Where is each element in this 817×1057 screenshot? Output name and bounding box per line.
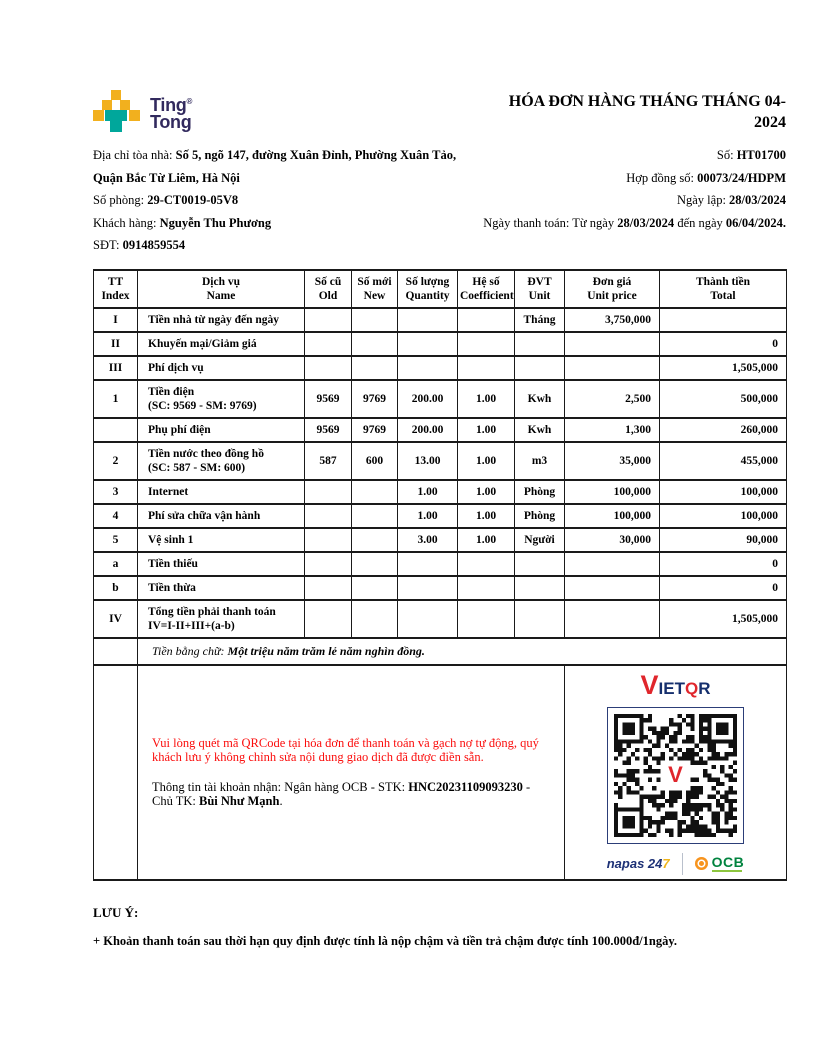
cell-unit: Kwh [515, 418, 565, 442]
cell-qty: 1.00 [398, 504, 458, 528]
cell-old [305, 528, 352, 552]
payment-logos [565, 853, 786, 875]
cell-qty [398, 308, 458, 332]
cell-name: Phụ phí điện [138, 418, 305, 442]
table-row [94, 442, 787, 480]
table-row [94, 552, 787, 576]
cell-qty: 200.00 [398, 418, 458, 442]
brand-line2: Tong [150, 112, 192, 132]
cell-unit: Phòng [515, 480, 565, 504]
cell-unit: Kwh [515, 380, 565, 418]
cell-total: 500,000 [660, 380, 787, 418]
table-row [94, 308, 787, 332]
invoice-number: Số: HT01700 [716, 148, 786, 162]
cell-price [565, 576, 660, 600]
footer-notes [93, 905, 786, 949]
logo-divider [682, 853, 683, 875]
cell-unit: Người [515, 528, 565, 552]
cell-new: 9769 [352, 380, 398, 418]
cell-new: 600 [352, 442, 398, 480]
cell-total [660, 308, 787, 332]
cell-qty: 1.00 [398, 480, 458, 504]
room-number: Số phòng: 29-CT0019-05V8 [93, 193, 239, 207]
cell-total: 0 [660, 552, 787, 576]
header [93, 90, 786, 133]
napas-247-logo: napas 247 [606, 855, 670, 871]
late-payment-note: + Khoản thanh toán sau thời hạn quy định được tính là nộp chậm và tiền trả chậm được tính 100.000đ/1ngày. [93, 933, 678, 948]
cell-name: Tiền thừa [138, 576, 305, 600]
customer-name: Khách hàng: Nguyễn Thu Phương [93, 215, 272, 230]
cell-coef: 1.00 [458, 442, 515, 480]
cell-coef [458, 600, 515, 638]
info-section [93, 144, 786, 257]
cell-name: Vệ sinh 1 [138, 528, 305, 552]
cell-new [352, 552, 398, 576]
cell-total: 1,505,000 [660, 600, 787, 638]
cell-price: 1,300 [565, 418, 660, 442]
cell-total: 0 [660, 576, 787, 600]
cell-new [352, 504, 398, 528]
cell-coef [458, 332, 515, 356]
cell-name: Tiền nhà từ ngày đến ngày [138, 308, 305, 332]
table-row [94, 600, 787, 638]
cell-new: 9769 [352, 418, 398, 442]
cell-new [352, 480, 398, 504]
cell-new [352, 356, 398, 380]
table-row [94, 356, 787, 380]
tingtong-logo [93, 90, 192, 133]
cell-qty [398, 552, 458, 576]
table-row [94, 528, 787, 552]
cell-old [305, 504, 352, 528]
cell-total: 0 [660, 332, 787, 356]
table-header-row [94, 270, 787, 308]
cell-tt: a [94, 552, 138, 576]
cell-new [352, 332, 398, 356]
cell-qty: 3.00 [398, 528, 458, 552]
cell-tt: 4 [94, 504, 138, 528]
cell-coef: 1.00 [458, 528, 515, 552]
cell-coef [458, 552, 515, 576]
table-row [94, 418, 787, 442]
cell-tt: IV [94, 600, 138, 638]
cell-price: 30,000 [565, 528, 660, 552]
cell-old: 9569 [305, 418, 352, 442]
customer-phone: SĐT: 0914859554 [93, 238, 186, 252]
col-total: Thành tiền Total [660, 270, 787, 308]
cell-old [305, 552, 352, 576]
cell-total: 90,000 [660, 528, 787, 552]
issue-date: Ngày lập: 28/03/2024 [676, 193, 786, 207]
cell-coef [458, 356, 515, 380]
col-new: Số mới New [352, 270, 398, 308]
table-row [94, 576, 787, 600]
cell-coef: 1.00 [458, 418, 515, 442]
payment-period: Ngày thanh toán: Từ ngày 28/03/2024 đến ngày 06/04/2024. [483, 215, 786, 230]
cell-name: Khuyến mại/Giảm giá [138, 332, 305, 356]
col-unit-price: Đơn giá Unit price [565, 270, 660, 308]
note-title: LƯU Ý: [93, 904, 139, 920]
invoice-table [93, 269, 787, 881]
cell-old [305, 576, 352, 600]
cell-qty [398, 600, 458, 638]
cell-tt [94, 418, 138, 442]
cell-old [305, 356, 352, 380]
cell-qty: 200.00 [398, 380, 458, 418]
cell-unit [515, 576, 565, 600]
cell-old [305, 600, 352, 638]
cell-price: 100,000 [565, 504, 660, 528]
cell-total: 260,000 [660, 418, 787, 442]
cell-price [565, 552, 660, 576]
cell-old: 9569 [305, 380, 352, 418]
payment-qr-row [94, 665, 787, 880]
cell-new [352, 600, 398, 638]
cell-tt: 5 [94, 528, 138, 552]
cell-coef: 1.00 [458, 380, 515, 418]
cell-unit [515, 552, 565, 576]
cell-price [565, 332, 660, 356]
cell-tt: b [94, 576, 138, 600]
cell-unit [515, 332, 565, 356]
cell-unit: Tháng [515, 308, 565, 332]
qr-code [607, 707, 744, 844]
cell-name: Tiền thiếu [138, 552, 305, 576]
cell-tt: 2 [94, 442, 138, 480]
cell-old: 587 [305, 442, 352, 480]
cell-tt: 1 [94, 380, 138, 418]
cell-price: 2,500 [565, 380, 660, 418]
cell-new [352, 576, 398, 600]
col-index: TT Index [94, 270, 138, 308]
cell-name: Phí sửa chữa vận hành [138, 504, 305, 528]
invoice-title: HÓA ĐƠN HÀNG THÁNG THÁNG 04-2024 [508, 93, 786, 131]
col-unit: ĐVT Unit [515, 270, 565, 308]
ocb-logo: OCB [695, 856, 745, 872]
table-row [94, 480, 787, 504]
cell-qty [398, 332, 458, 356]
cell-total: 455,000 [660, 442, 787, 480]
table-row [94, 380, 787, 418]
cell-total: 1,505,000 [660, 356, 787, 380]
ocb-circle-icon [695, 857, 708, 870]
cell-price: 3,750,000 [565, 308, 660, 332]
cell-coef: 1.00 [458, 504, 515, 528]
cell-total: 100,000 [660, 504, 787, 528]
table-row [94, 332, 787, 356]
registered-mark: ® [186, 97, 193, 106]
table-row [94, 504, 787, 528]
cell-name: Internet [138, 480, 305, 504]
customer-info [93, 144, 465, 257]
cell-unit: Phòng [515, 504, 565, 528]
amount-in-words-row [94, 638, 787, 665]
brand-line1: Ting [150, 95, 187, 115]
cell-coef: 1.00 [458, 480, 515, 504]
cell-name: Tiền điện (SC: 9569 - SM: 9769) [138, 380, 305, 418]
cell-price: 100,000 [565, 480, 660, 504]
amount-in-words: Tiền bằng chữ: Một triệu năm trăm lẻ năm nghìn đồng. [138, 638, 787, 665]
cell-unit: m3 [515, 442, 565, 480]
qr-warning-text: Vui lòng quét mã QRCode tại hóa đơn để thanh toán và gạch nợ tự động, quý khách lưu ý không chỉnh sửa nội dung giao dịch đã được điền sẵn. [152, 736, 539, 764]
cell-new [352, 528, 398, 552]
ocb-underline [712, 870, 742, 872]
cell-old [305, 308, 352, 332]
cell-old [305, 480, 352, 504]
cell-tt: II [94, 332, 138, 356]
cell-qty [398, 356, 458, 380]
invoice-meta [483, 144, 786, 257]
col-name: Dịch vụ Name [138, 270, 305, 308]
cell-tt: 3 [94, 480, 138, 504]
vietqr-logo: VIETQR [640, 669, 711, 700]
cell-qty: 13.00 [398, 442, 458, 480]
cell-empty [94, 665, 138, 880]
invoice-rows [94, 308, 787, 638]
cell-unit [515, 356, 565, 380]
cell-coef [458, 576, 515, 600]
cell-price [565, 600, 660, 638]
cell-name: Tổng tiền phải thanh toán IV=I-II+III+(a-b) [138, 600, 305, 638]
col-old: Số cũ Old [305, 270, 352, 308]
cell-price [565, 356, 660, 380]
account-info: Thông tin tài khoản nhận: Ngân hàng OCB - STK: HNC20231109093230 - Chủ TK: Bùi Như Mạnh. [152, 780, 531, 808]
cell-unit [515, 600, 565, 638]
cell-total: 100,000 [660, 480, 787, 504]
cell-coef [458, 308, 515, 332]
cell-price: 35,000 [565, 442, 660, 480]
cell-tt: I [94, 308, 138, 332]
cell-old [305, 332, 352, 356]
tingtong-tree-icon [93, 90, 140, 133]
col-coefficient: Hệ số Coefficient [458, 270, 515, 308]
col-quantity: Số lượng Quantity [398, 270, 458, 308]
cell-name: Phí dịch vụ [138, 356, 305, 380]
building-address: Địa chỉ tòa nhà: Số 5, ngõ 147, đường Xuân Đỉnh, Phường Xuân Tảo, Quận Bắc Từ Liêm, Hà Nội [93, 148, 457, 185]
tingtong-wordmark [150, 93, 192, 131]
vietqr-center-icon: V [663, 763, 689, 787]
cell-new [352, 308, 398, 332]
cell-tt: III [94, 356, 138, 380]
cell-qty [398, 576, 458, 600]
contract-number: Hợp đồng số: 00073/24/HDPM [626, 170, 786, 185]
qr-panel [565, 665, 787, 880]
payment-instructions [138, 665, 565, 880]
cell-name: Tiền nước theo đồng hồ (SC: 587 - SM: 600) [138, 442, 305, 480]
cell-empty [94, 638, 138, 665]
